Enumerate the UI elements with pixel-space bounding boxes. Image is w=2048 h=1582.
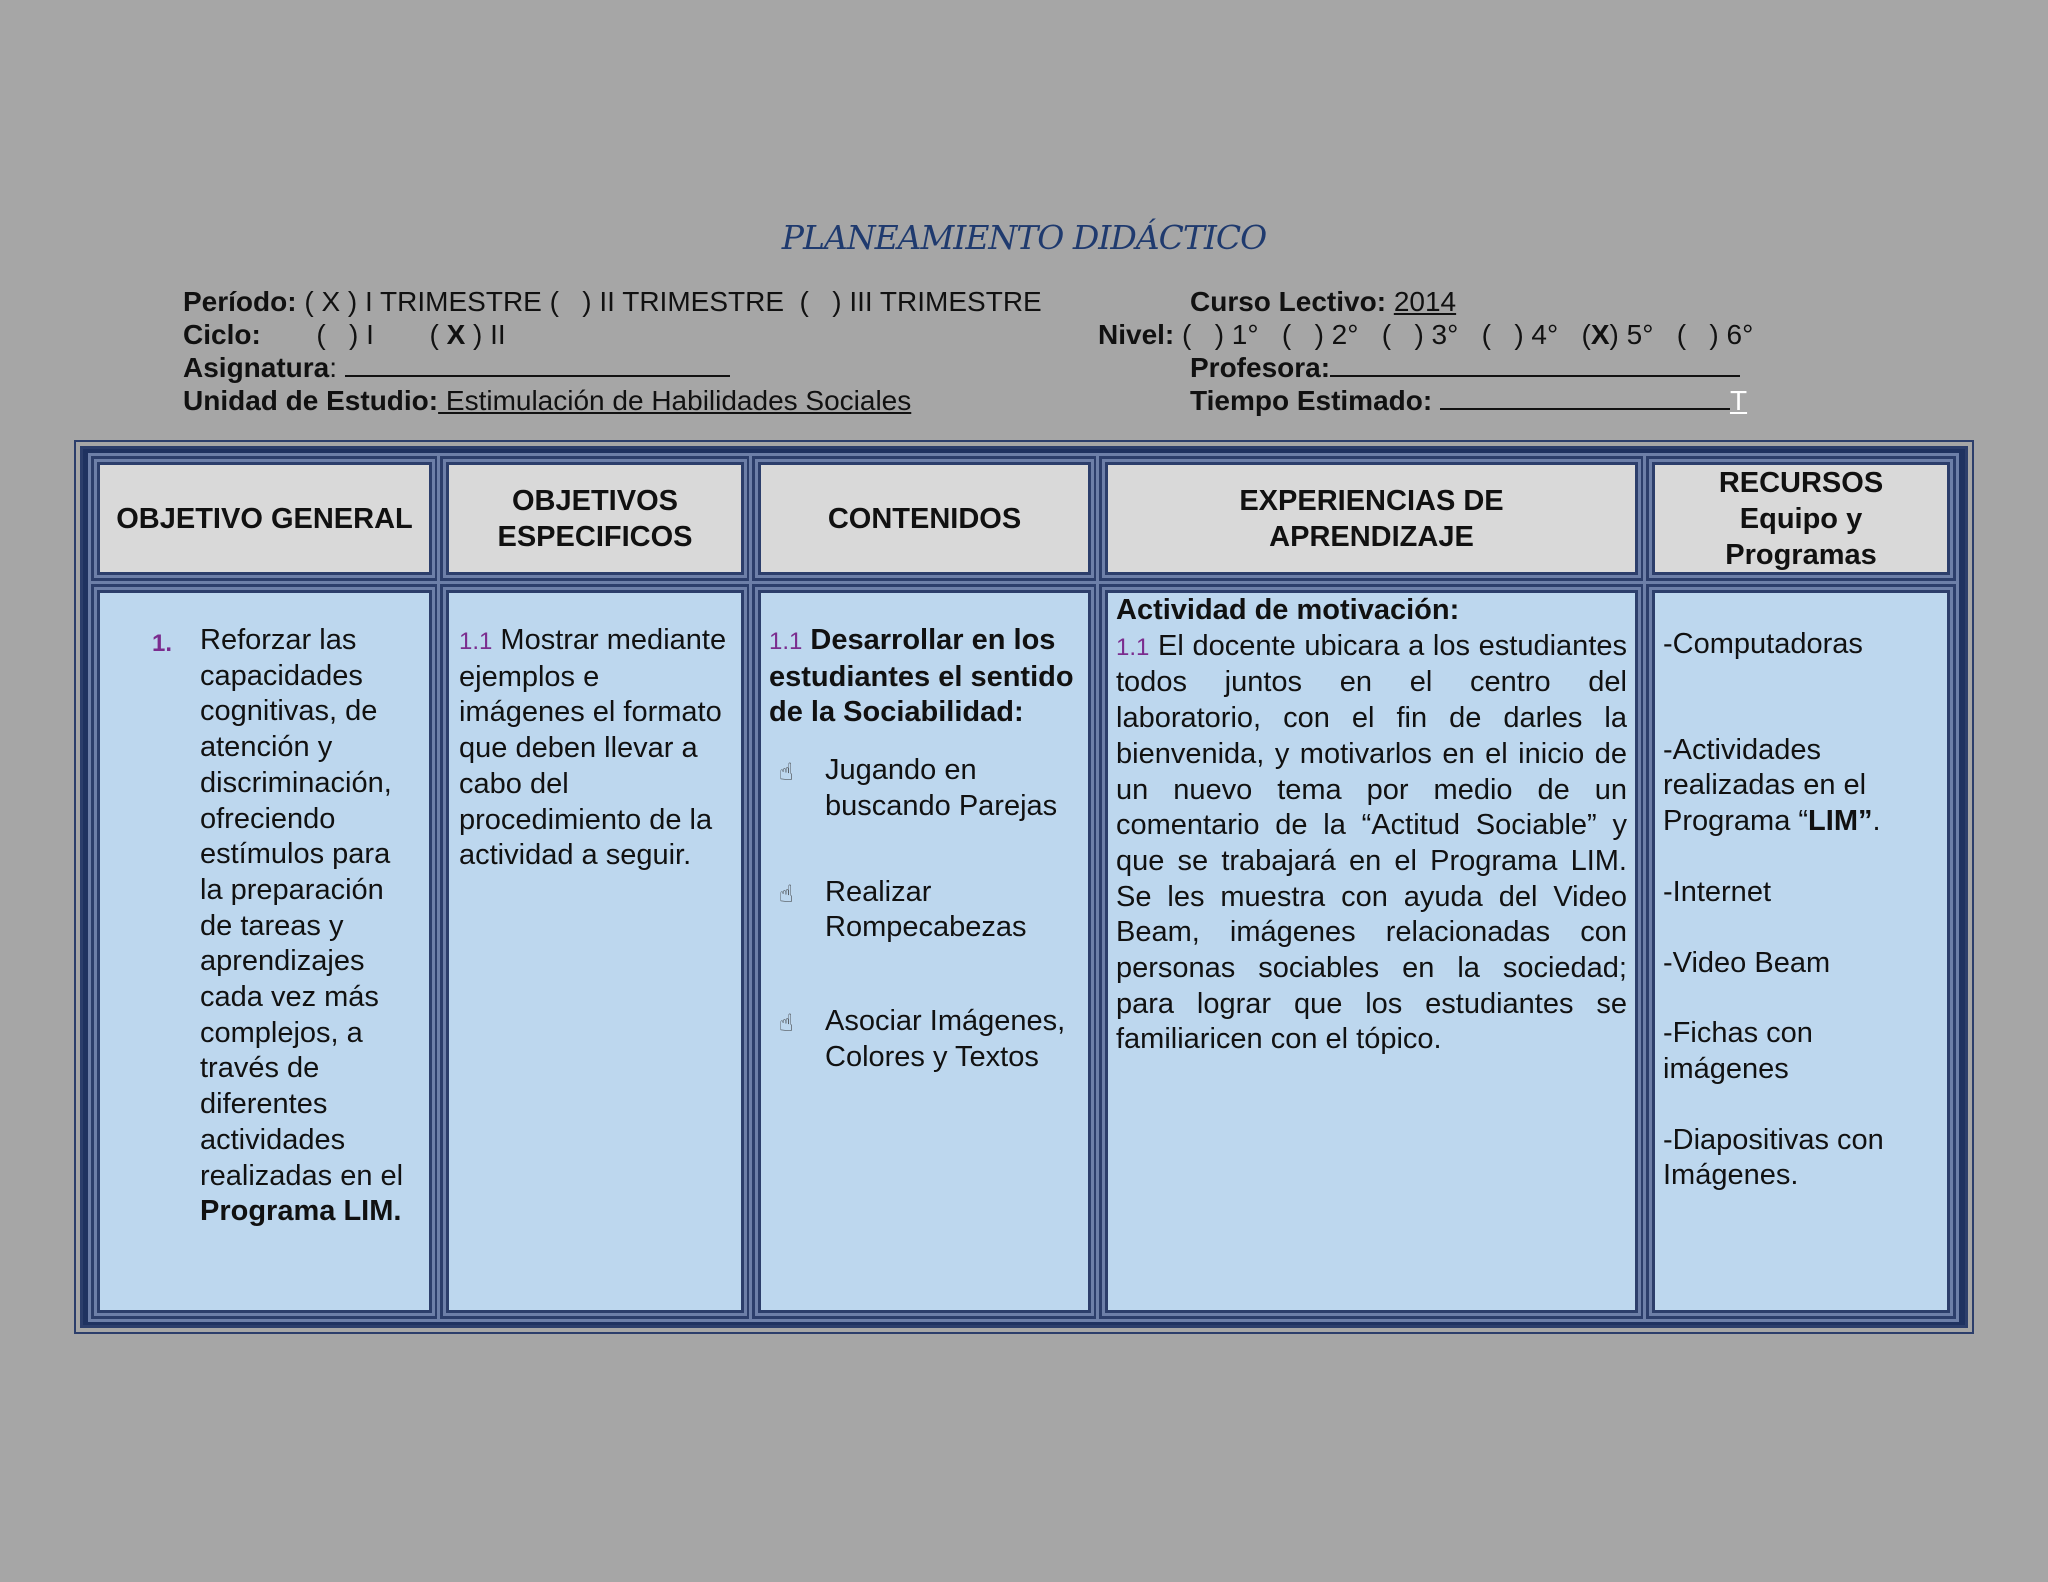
periodo-label: Período: xyxy=(183,286,297,317)
contenidos-item-1: Jugando en buscando Parejas xyxy=(825,754,1058,822)
contenidos-list xyxy=(769,753,1080,1075)
unidad-line xyxy=(183,384,911,417)
recurso-actividades-text: -Actividades realizadas en el Programa “ xyxy=(1663,733,1867,838)
periodo-line xyxy=(183,285,1042,318)
hand-icon: ☝ xyxy=(779,880,794,908)
cell-objetivos-especificos xyxy=(446,590,744,1313)
cell-objetivo-general xyxy=(97,590,432,1313)
nivel-label: Nivel: xyxy=(1098,319,1175,350)
objetivo-general-bold: Programa LIM. xyxy=(200,1195,402,1228)
recurso-actividades-suffix: . xyxy=(1872,805,1881,838)
recurso-fichas: -Fichas con imágenes xyxy=(1663,1017,1813,1085)
nivel-options-before: ( ) 1° ( ) 2° ( ) 3° ( ) 4° ( xyxy=(1182,319,1591,350)
contenidos-heading-text: Desarrollar en los estudiantes el sentido de la Sociabilidad: xyxy=(769,624,1074,729)
asignatura-blank xyxy=(345,351,730,377)
experiencias-heading: Actividad de motivación: xyxy=(1116,594,1460,626)
col-header-recursos: RECURSOS Equipo y Programas xyxy=(1652,462,1950,575)
recurso-internet: -Internet xyxy=(1663,875,1771,908)
col-header-contenidos: CONTENIDOS xyxy=(758,462,1091,575)
ciclo-option-2-close: ) II xyxy=(473,319,506,350)
ciclo-option-2-mark: X xyxy=(446,319,466,350)
cell-recursos xyxy=(1652,590,1950,1313)
objetivo-general-text: Reforzar las capacidades cognitivas, de atención y discriminación, ofreciendo estímulos para la preparación de tareas y aprendizajes cada vez más complejos, a través de diferentes actividades realizadas en el xyxy=(200,624,404,1192)
profesora-line xyxy=(1190,351,1740,384)
objetivo-general-number: 1. xyxy=(152,630,173,657)
recurso-diapositivas: -Diapositivas con Imágenes. xyxy=(1663,1123,1884,1192)
unidad-label: Unidad de Estudio: xyxy=(183,385,439,416)
asignatura-line xyxy=(183,351,730,384)
asignatura-label: Asignatura xyxy=(183,352,330,383)
tiempo-line xyxy=(1190,384,1747,417)
recurso-computadoras: -Computadoras xyxy=(1663,628,1863,660)
recurso-video-beam: -Video Beam xyxy=(1663,946,1831,979)
list-item xyxy=(769,753,1080,824)
cell-contenidos xyxy=(758,590,1091,1313)
curso-line xyxy=(1190,285,1456,318)
experiencias-paragraph xyxy=(1116,629,1627,1058)
hand-icon: ☝ xyxy=(779,1009,794,1037)
experiencias-text: El docente ubicara a los estudiantes todos juntos en el centro del laboratorio, con el fin de darles la bienvenida, y motivarlos en el inicio de un nuevo tema por medio de un comentario de la “Actitud Sociable” y que se trabajará en el Programa LIM. Se les muestra con ayuda del Video Beam, imágenes relacionadas con personas sociables en la sociedad; para lograr que los estudiantes se familiaricen con el tópico. xyxy=(1116,629,1627,1056)
col-header-objetivo-general: OBJETIVO GENERAL xyxy=(97,462,432,575)
curso-value: 2014 xyxy=(1393,286,1457,317)
tiempo-blank xyxy=(1440,384,1730,410)
periodo-value: ( X ) I TRIMESTRE ( ) II TRIMESTRE ( ) III TRIMESTRE xyxy=(304,286,1042,317)
profesora-label: Profesora: xyxy=(1190,352,1331,383)
contenidos-number: 1.1 xyxy=(769,628,803,655)
cell-experiencias xyxy=(1105,590,1638,1313)
col-header-objetivos-especificos: OBJETIVOS ESPECIFICOS xyxy=(446,462,744,575)
asignatura-colon: : xyxy=(329,352,338,383)
objetivos-especificos-text: Mostrar mediante ejemplos e imágenes el formato que deben llevar a cabo del procedimiento de la actividad a seguir. xyxy=(459,624,727,872)
curso-label: Curso Lectivo: xyxy=(1190,286,1387,317)
ciclo-label: Ciclo: xyxy=(183,319,261,350)
nivel-mark: X xyxy=(1590,319,1610,350)
nivel-options-after: ) 5° ( ) 6° xyxy=(1609,319,1754,350)
experiencias-number: 1.1 xyxy=(1116,633,1150,661)
tiempo-label: Tiempo Estimado: xyxy=(1190,385,1433,416)
hand-icon: ☝ xyxy=(779,759,794,787)
unidad-value: Estimulación de Habilidades Sociales xyxy=(438,385,912,416)
page-title: PLANEAMIENTO DIDÁCTICO xyxy=(781,218,1267,257)
contenidos-item-2: Realizar Rompecabezas xyxy=(825,875,1027,944)
ciclo-option-2-open: ( xyxy=(429,319,439,350)
list-item xyxy=(769,1004,1080,1075)
nivel-line xyxy=(1098,318,1753,351)
list-item xyxy=(769,875,1080,946)
ciclo-option-1: ( ) I xyxy=(316,319,374,350)
objetivos-especificos-number: 1.1 xyxy=(459,628,493,655)
ciclo-line xyxy=(183,318,506,351)
profesora-blank xyxy=(1330,351,1740,377)
recurso-actividades xyxy=(1663,733,1939,840)
recurso-actividades-bold: LIM” xyxy=(1808,805,1873,838)
col-header-experiencias: EXPERIENCIAS DE APRENDIZAJE xyxy=(1105,462,1638,575)
contenidos-item-3: Asociar Imágenes, Colores y Textos xyxy=(825,1004,1066,1073)
contenidos-heading xyxy=(769,623,1080,731)
tiempo-mark: T xyxy=(1729,385,1748,416)
